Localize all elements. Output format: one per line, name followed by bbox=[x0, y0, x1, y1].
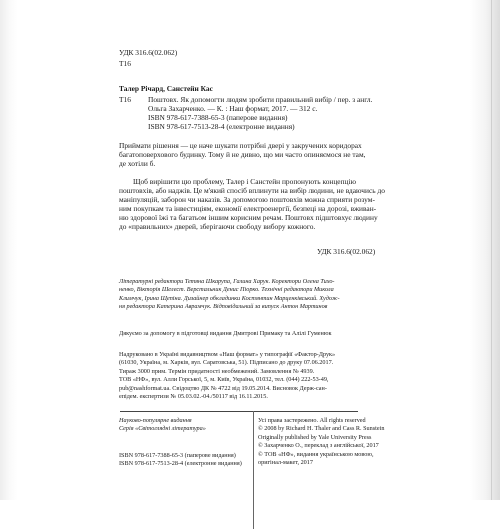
isbn-paper: ISBN 978-617-7388-65-3 (паперове видання) bbox=[148, 113, 288, 122]
credits-line: ня редактора Катерина Аврамчук. Відповідальний за випуск Антон Мартинов bbox=[119, 303, 328, 311]
footer-rule bbox=[120, 411, 358, 412]
abstract-paragraph-1 bbox=[119, 141, 379, 168]
udk-bottom: УДК 316.6(02.062) bbox=[317, 247, 376, 256]
credits-block bbox=[119, 278, 381, 312]
footer-left bbox=[119, 417, 249, 434]
rights-line: © Захарченко О., переклад з англійської, 2017 bbox=[258, 442, 379, 450]
abstract-line: Приймати рішення — це наче шукати потрібні двері у закручених коридорах bbox=[119, 141, 362, 150]
rights-line: © 2008 by Richard H. Thaler and Cass R. Sunstein bbox=[258, 425, 385, 433]
credits-line: Літературні редактори Тетяна Шкарупа, Галина Харук. Коректори Олена Тихо- bbox=[119, 278, 335, 285]
abstract-line: маніпуляцій, заборон чи наказів. За допомогою поштовхів можна сприяти розум- bbox=[119, 195, 375, 204]
thanks-line: Дякуємо за допомогу в підготовці видання Дмитрові Примаку та Алілі Гуменюк bbox=[119, 330, 332, 337]
biblio-line: Поштовх. Як допомогти людям зробити правильний вибір / пер. з англ. bbox=[148, 95, 373, 104]
bibliographic-record bbox=[148, 95, 388, 131]
printing-line: епідем. експертизи № 05.03.02.-04./50117 від 16.11.2015. bbox=[119, 393, 268, 401]
footer-genre: Науково-популярне видання bbox=[119, 417, 192, 424]
printing-line: pub@nashformat.ua. Свідоцтво ДК № 4722 від 19.05.2014. Висновок Держ-сан- bbox=[119, 384, 327, 392]
rights-line: Усі права застережено. All rights reserved bbox=[258, 417, 366, 424]
authors: Талер Річард, Санстейн Кас bbox=[119, 84, 213, 93]
abstract-line: багатоповерхового будинку. Тому й не дивно, що ми часто опиняємося не там, bbox=[119, 150, 366, 159]
abstract-line: поштовхів, або наджів. Це м'який спосіб вплинути на вибір людини, не вдаючись до bbox=[119, 186, 385, 195]
abstract-paragraph-2 bbox=[119, 177, 385, 231]
footer-series: Серія «Світоглядні література» bbox=[119, 425, 206, 433]
rights-line: оригінал-макет, 2017 bbox=[258, 459, 313, 467]
credits-line: Климчук, Ірина Щепіна. Дизайнер обкладинки Костянтин Марценківський. Худож- bbox=[119, 294, 340, 302]
printing-line: ТОВ «НФ», вул. Алли Горської, 5, м. Київ, Україна, 01032, тел. (044) 222-53-49, bbox=[119, 376, 329, 384]
footer-divider bbox=[253, 411, 254, 529]
code-left: Т16 bbox=[119, 95, 131, 104]
biblio-line: Ольга Захарченко. — К. : Наш формат, 2017. — 312 с. bbox=[148, 104, 318, 113]
abstract-line: де хотіли б. bbox=[119, 159, 156, 168]
footer-right bbox=[258, 417, 384, 467]
isbn-electronic: ISBN 978-617-7513-28-4 (електронне видання) bbox=[148, 122, 295, 131]
code-top: Т16 bbox=[119, 59, 131, 68]
rights-line: © ТОВ «НФ», видання українською мовою, bbox=[258, 450, 374, 458]
footer-isbn bbox=[119, 452, 251, 469]
printing-line: Тираж 3000 прим. Термін придатності необмежений. Замовлення № 4939. bbox=[119, 367, 315, 375]
abstract-line: Щоб вирішити цю проблему, Талер і Санстейн пропонують концепцію bbox=[133, 177, 357, 186]
printing-info bbox=[119, 351, 381, 401]
footer-isbn-paper: ISBN 978-617-7388-65-3 (паперове видання) bbox=[119, 452, 236, 459]
page-edge bbox=[491, 0, 492, 500]
abstract-line: до «правильних» дверей, зберігаючи свободу вибору кожного. bbox=[119, 222, 316, 231]
footer-isbn-electronic: ISBN 978-617-7513-28-4 (електронне видання) bbox=[119, 460, 242, 468]
abstract-line: ним покупкам та інвестиціям, економії електроенергії, безпеці на дорозі, вживан- bbox=[119, 204, 377, 213]
abstract-line: ню здорової їжі та багатьом іншим корисним речам. Поштовх підштовхує людину bbox=[119, 213, 378, 222]
printing-line: (61030, Україна, м. Харків, вул. Саратовська, 51). Підписано до друку 07.06.2017. bbox=[119, 359, 334, 367]
printing-line: Надруковано в Україні видавництвом «Наш формат» у типографії «Фактор-Друк» bbox=[119, 351, 336, 358]
credits-line: ненко, Вікторія Шелест. Верстальник Денис Піорко. Технічні редактори Микола bbox=[119, 286, 334, 294]
udk-top: УДК 316.6(02.062) bbox=[119, 48, 178, 57]
rights-line: Originally published by Yale University Press bbox=[258, 433, 372, 441]
